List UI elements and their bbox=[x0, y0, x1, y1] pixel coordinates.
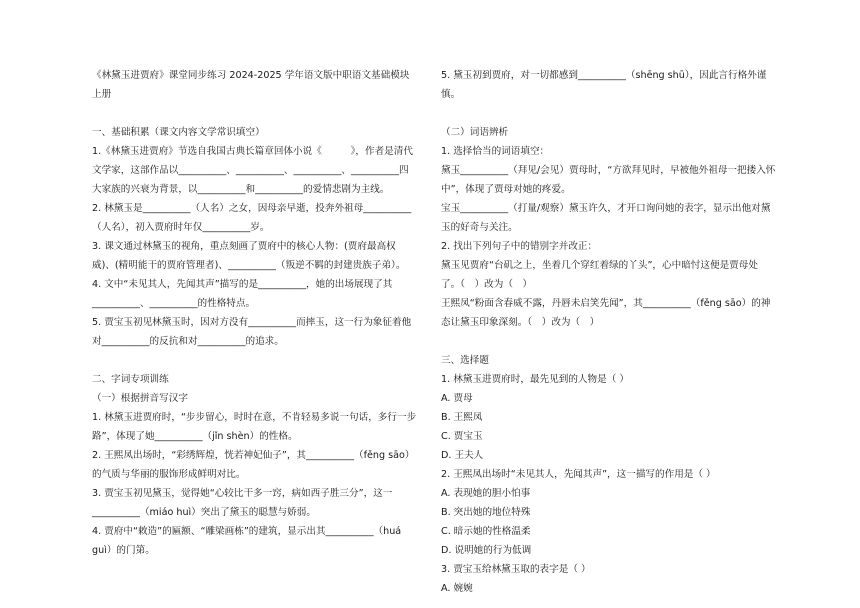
right-paragraph: C. 暗示她的性格温柔 bbox=[441, 526, 531, 537]
right-column bbox=[441, 66, 777, 598]
right-paragraph: A. 贾母 bbox=[441, 393, 473, 404]
left-paragraph: 3. 课文通过林黛玉的视角，重点刻画了贾府中的核心人物：(贾府最高权威)、(精明能干的贾府管理者)、__________（叛逆不羁的封建贵族子弟）。 bbox=[92, 241, 406, 271]
right-paragraph: 5. 黛玉初到贾府，对一切都感到__________（shēng shū），因此言行格外谨慎。 bbox=[441, 70, 767, 100]
right-paragraph: B. 王熙凤 bbox=[441, 412, 483, 423]
right-paragraph: A. 婉婉 bbox=[441, 583, 473, 594]
left-paragraph: 4. 贾府中“敕造”的匾额、“雕梁画栋”的建筑，显示出其__________（huá guì）的门第。 bbox=[92, 526, 402, 556]
right-paragraph: D. 王夫人 bbox=[441, 450, 484, 461]
left-paragraph: （一）根据拼音写汉字 bbox=[92, 393, 188, 404]
right-paragraph: 2. 找出下列句子中的错别字并改正： bbox=[441, 241, 598, 252]
right-paragraph: 宝玉__________（打量/观察）黛玉许久，才开口询问她的表字，显示出他对黛玉的好奇与关注。 bbox=[441, 203, 771, 233]
right-paragraph: 黛玉见贾府“台矶之上，坐着几个穿红着绿的丫头”，心中暗忖这便是贾母处了。（ ）改为（ ） bbox=[441, 260, 758, 290]
left-paragraph: 1.《林黛玉进贾府》节选自我国古典长篇章回体小说《 》，作者是清代文学家，这部作品以__________、__________、__________、__________四大家族的兴衰为背景，以__________和__________的爱情悲剧为主线。 bbox=[92, 146, 413, 195]
right-paragraph: （二）词语辨析 bbox=[441, 127, 509, 138]
paragraph-spacer bbox=[441, 332, 777, 351]
right-paragraph: 1. 林黛玉进贾府时，最先见到的人物是（ ） bbox=[441, 374, 629, 385]
right-paragraph: 2. 王熙凤出场时“未见其人，先闻其声”，这一描写的作用是（ ） bbox=[441, 469, 716, 480]
left-paragraph: 4. 文中“未见其人，先闻其声”描写的是__________，她的出场展现了其__________、__________的性格特点。 bbox=[92, 279, 393, 309]
right-paragraph: D. 说明她的行为低调 bbox=[441, 545, 532, 556]
paragraph-spacer bbox=[92, 104, 418, 123]
left-paragraph: 2. 王熙凤出场时，“彩绣辉煌，恍若神妃仙子”，其__________（fěng sāo）的气质与华丽的服饰形成鲜明对比。 bbox=[92, 450, 415, 480]
left-paragraph: 5. 贾宝玉初见林黛玉时，因对方没有__________而摔玉，这一行为象征着他对__________的反抗和对__________的追求。 bbox=[92, 317, 412, 347]
left-paragraph: 二、字词专项训练 bbox=[92, 374, 169, 385]
left-paragraph: 1. 林黛玉进贾府时，“步步留心，时时在意，不肯轻易多说一句话，多行一步路”，体现了她__________（jǐn shèn）的性格。 bbox=[92, 412, 417, 442]
right-paragraph: A. 表现她的胆小怕事 bbox=[441, 488, 531, 499]
paragraph-spacer bbox=[441, 104, 777, 123]
right-paragraph: 王熙凤“粉面含春威不露，丹唇未启笑先闻”，其__________（fěng sāo）的神态让黛玉印象深刻。（ ）改为（ ） bbox=[441, 298, 771, 328]
right-paragraph: 3. 贾宝玉给林黛玉取的表字是（ ） bbox=[441, 564, 591, 575]
left-paragraph: 2. 林黛玉是__________（人名）之女，因母亲早逝，投奔外祖母__________（人名），初入贾府时年仅__________岁。 bbox=[92, 203, 412, 233]
right-paragraph: 1. 选择恰当的词语填空： bbox=[441, 146, 550, 157]
right-paragraph: 黛玉__________（拜见/会见）贾母时，“方欲拜见时，早被他外祖母一把搂入怀中”，体现了贾母对她的疼爱。 bbox=[441, 165, 776, 195]
left-paragraph: 一、基础积累（课文内容文学常识填空） bbox=[92, 127, 265, 138]
right-paragraph: C. 贾宝玉 bbox=[441, 431, 483, 442]
left-column bbox=[92, 66, 418, 560]
left-paragraph: 《林黛玉进贾府》课堂同步练习 2024-2025 学年语文版中职语文基础模块上册 bbox=[92, 70, 410, 100]
left-paragraph: 3. 贾宝玉初见黛玉，觉得她“心较比干多一窍，病如西子胜三分”，这一__________（miáo huì）突出了黛玉的聪慧与娇弱。 bbox=[92, 488, 393, 518]
paragraph-spacer bbox=[92, 351, 418, 370]
right-paragraph: B. 突出她的地位特殊 bbox=[441, 507, 531, 518]
right-paragraph: 三、选择题 bbox=[441, 355, 489, 366]
